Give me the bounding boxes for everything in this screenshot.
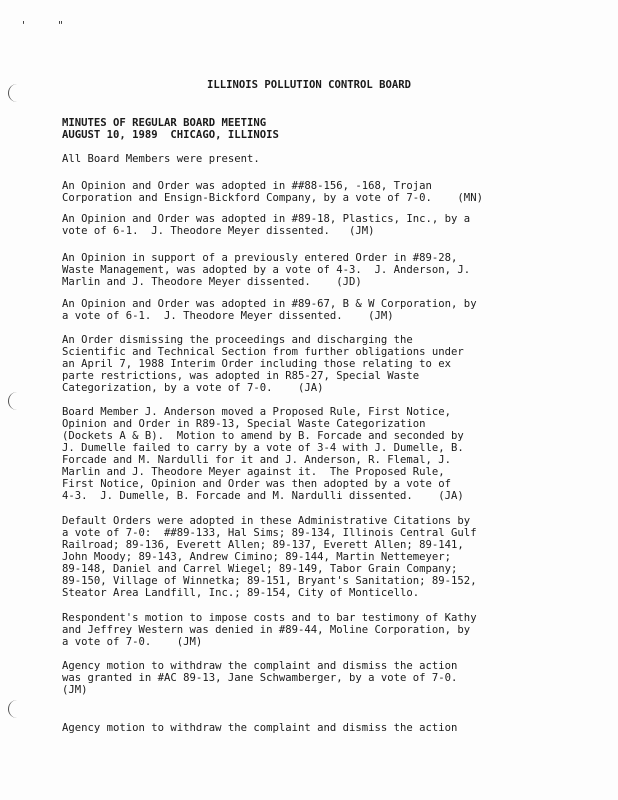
minutes-heading: MINUTES OF REGULAR BOARD MEETING <box>62 117 267 129</box>
stray-mark: ' <box>22 19 26 32</box>
paragraph-line: Corporation and Ensign-Bickford Company, by a vote of 7-0. (MN) <box>62 192 483 204</box>
paragraph-line: (JM) <box>62 684 88 696</box>
paragraph-line: Scientific and Technical Section from further obligations under <box>62 346 464 358</box>
paragraph-line: vote of 6-1. J. Theodore Meyer dissented. (JM) <box>62 225 375 237</box>
stray-mark: " <box>58 19 64 32</box>
paragraph-line: Default Orders were adopted in these Administrative Citations by <box>62 515 471 527</box>
paragraph-line: and Jeffrey Western was denied in #89-44, Moline Corporation, by <box>62 624 471 636</box>
paragraph-line: An Opinion and Order was adopted in ##88-156, -168, Trojan <box>62 180 432 192</box>
punch-hole-mark <box>8 392 19 410</box>
paragraph-line: Steator Area Landfill, Inc.; 89-154, City of Monticello. <box>62 587 420 599</box>
paragraph-line: John Moody; 89-143, Andrew Cimino; 89-144, Martin Nettemeyer; <box>62 551 452 563</box>
paragraph-line: Marlin and J. Theodore Meyer against it. The Proposed Rule, <box>62 466 445 478</box>
paragraph-line: Board Member J. Anderson moved a Proposed Rule, First Notice, <box>62 406 452 418</box>
meeting-date-location: AUGUST 10, 1989 CHICAGO, ILLINOIS <box>62 129 279 141</box>
paragraph-line: An Opinion in support of a previously entered Order in #89-28, <box>62 252 458 264</box>
paragraph-line: An Opinion and Order was adopted in #89-18, Plastics, Inc., by a <box>62 213 471 225</box>
paragraph-line: 4-3. J. Dumelle, B. Forcade and M. Nardulli dissented. (JA) <box>62 490 464 502</box>
paragraph-line: First Notice, Opinion and Order was then adopted by a vote of <box>62 478 452 490</box>
paragraph-line: Waste Management, was adopted by a vote of 4-3. J. Anderson, J. <box>62 264 471 276</box>
paragraph-line: J. Dumelle failed to carry by a vote of 3-4 with J. Dumelle, B. <box>62 442 464 454</box>
paragraph-line: 89-148, Daniel and Carrel Wiegel; 89-149, Tabor Grain Company; <box>62 563 458 575</box>
paragraph-line: an April 7, 1988 Interim Order including those relating to ex <box>62 358 452 370</box>
paragraph-line: (Dockets A & B). Motion to amend by B. Forcade and seconded by <box>62 430 464 442</box>
paragraph-line: Forcade and M. Nardulli for it and J. Anderson, R. Flemal, J. <box>62 454 452 466</box>
paragraph-line: Marlin and J. Theodore Meyer dissented. (JD) <box>62 276 362 288</box>
paragraph-line: Categorization, by a vote of 7-0. (JA) <box>62 382 324 394</box>
paragraph-line: parte restrictions, was adopted in R85-27, Special Waste <box>62 370 420 382</box>
document-title: ILLINOIS POLLUTION CONTROL BOARD <box>206 79 412 91</box>
paragraph-line: An Opinion and Order was adopted in #89-67, B & W Corporation, by <box>62 298 477 310</box>
paragraph-line: was granted in #AC 89-13, Jane Schwamberger, by a vote of 7-0. <box>62 672 458 684</box>
paragraph-line: Opinion and Order in R89-13, Special Waste Categorization <box>62 418 426 430</box>
paragraph-line: Agency motion to withdraw the complaint and dismiss the action <box>62 660 458 672</box>
paragraph-line: All Board Members were present. <box>62 153 260 165</box>
paragraph-line: 89-150, Village of Winnetka; 89-151, Bryant's Sanitation; 89-152, <box>62 575 477 587</box>
paragraph-line: a vote of 7-0: ##89-133, Hal Sims; 89-134, Illinois Central Gulf <box>62 527 477 539</box>
paragraph-line: Railroad; 89-136, Everett Allen; 89-137, Everett Allen; 89-141, <box>62 539 464 551</box>
paragraph-line: a vote of 7-0. (JM) <box>62 636 203 648</box>
punch-hole-mark <box>8 700 19 718</box>
paragraph-line: Respondent's motion to impose costs and to bar testimony of Kathy <box>62 612 477 624</box>
paragraph-line: a vote of 6-1. J. Theodore Meyer dissented. (JM) <box>62 310 394 322</box>
paragraph-line: An Order dismissing the proceedings and discharging the <box>62 334 413 346</box>
paragraph-line: Agency motion to withdraw the complaint and dismiss the action <box>62 722 458 734</box>
